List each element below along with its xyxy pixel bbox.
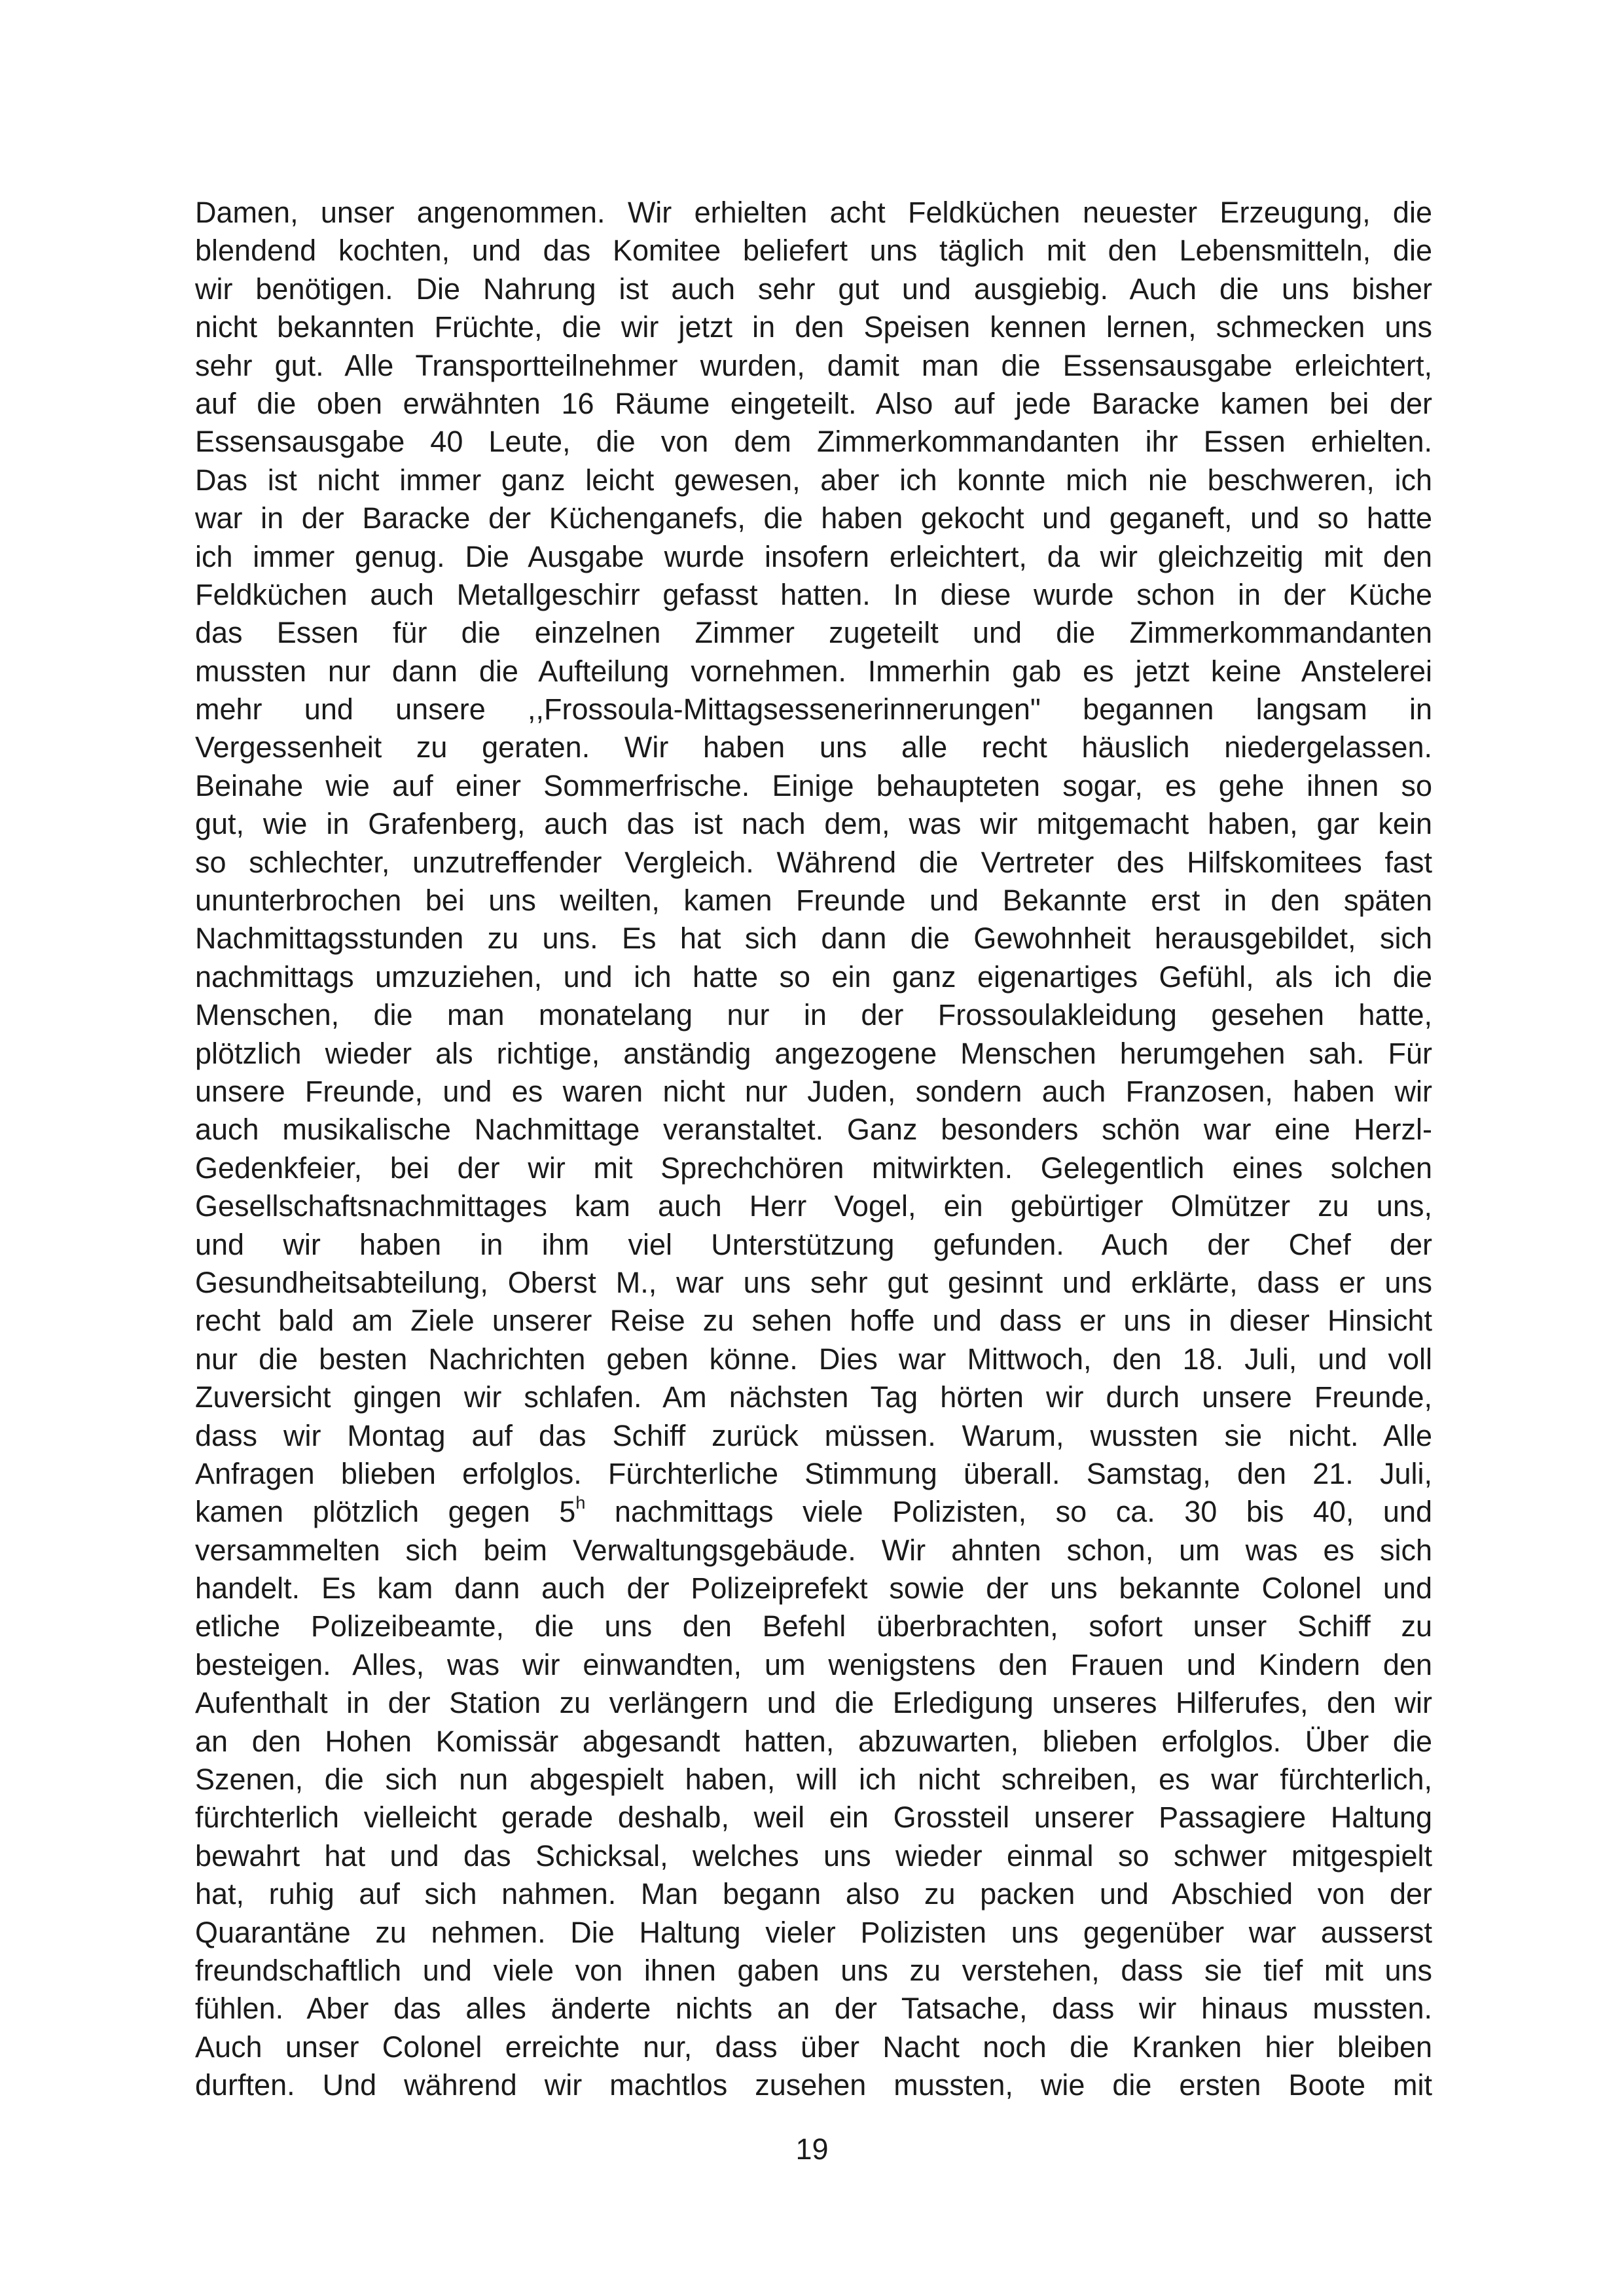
text-line: recht bald am Ziele unserer Reise zu sehen hoffe und dass er uns in dieser Hinsicht bbox=[195, 1304, 1432, 1338]
text-line: Vergessenheit zu geraten. Wir haben uns alle recht häuslich niedergelassen. bbox=[195, 730, 1432, 764]
text-line: Feldküchen auch Metallgeschirr gefasst hatten. In diese wurde schon in der Küche bbox=[195, 577, 1432, 611]
text-line: bewahrt hat und das Schicksal, welches uns wieder einmal so schwer mitgespielt bbox=[195, 1839, 1432, 1873]
text-line: an den Hohen Komissär abgesandt hatten, abzuwarten, blieben erfolglos. Über die bbox=[195, 1724, 1432, 1758]
text-line: Anfragen blieben erfolglos. Fürchterliche Stimmung überall. Samstag, den 21. Juli, bbox=[195, 1456, 1432, 1490]
text-line: Gesundheitsabteilung, Oberst M., war uns sehr gut gesinnt und erklärte, dass er uns bbox=[195, 1265, 1432, 1299]
text-line: fürchterlich vielleicht gerade deshalb, weil ein Grossteil unserer Passagiere Haltung bbox=[195, 1801, 1432, 1835]
text-line: Nachmittagsstunden zu uns. Es hat sich dann die Gewohnheit herausgebildet, sich bbox=[195, 922, 1432, 956]
text-line: hat, ruhig auf sich nahmen. Man begann also zu packen und Abschied von der bbox=[195, 1877, 1432, 1911]
text-line: Aufenthalt in der Station zu verlängern und die Erledigung unseres Hilferufes, den wir bbox=[195, 1686, 1432, 1720]
text-line: mussten nur dann die Aufteilung vornehmen. Immerhin gab es jetzt keine Anstelerei bbox=[195, 654, 1432, 688]
text-line: Zuversicht gingen wir schlafen. Am nächsten Tag hörten wir durch unsere Freunde, bbox=[195, 1380, 1432, 1414]
superscript-hour: h bbox=[575, 1493, 586, 1513]
text-line: war in der Baracke der Küchenganefs, die haben gekocht und geganeft, und so hatte bbox=[195, 501, 1432, 535]
text-line: blendend kochten, und das Komitee beliefert uns täglich mit den Lebensmitteln, die bbox=[195, 234, 1432, 268]
text-segment: nachmittags viele Polizisten, so ca. 30 bis 40, und bbox=[585, 1495, 1433, 1529]
page-number: 19 bbox=[795, 2132, 829, 2166]
text-line: Quarantäne zu nehmen. Die Haltung vieler Polizisten uns gegenüber war ausserst bbox=[195, 1915, 1432, 1949]
text-line: handelt. Es kam dann auch der Polizeiprefekt sowie der uns bekannte Colonel und bbox=[195, 1571, 1432, 1605]
text-line: plötzlich wieder als richtige, anständig angezogene Menschen herumgehen sah. Für bbox=[195, 1036, 1432, 1070]
text-line: ich immer genug. Die Ausgabe wurde insofern erleichtert, da wir gleichzeitig mit den bbox=[195, 539, 1432, 573]
text-line: mehr und unsere ,,Frossoula-Mittagsessenerinnerungen" begannen langsam in bbox=[195, 692, 1432, 726]
text-line: ununterbrochen bei uns weilten, kamen Freunde und Bekannte erst in den späten bbox=[195, 884, 1432, 918]
text-line: das Essen für die einzelnen Zimmer zugeteilt und die Zimmerkommandanten bbox=[195, 616, 1432, 650]
text-line: Das ist nicht immer ganz leicht gewesen, aber ich konnte mich nie beschweren, ich bbox=[195, 463, 1432, 497]
text-line: besteigen. Alles, was wir einwandten, um wenigstens den Frauen und Kindern den bbox=[195, 1647, 1432, 1681]
text-line: Damen, unser angenommen. Wir erhielten acht Feldküchen neuester Erzeugung, die bbox=[195, 196, 1432, 229]
text-line: etliche Polizeibeamte, die uns den Befehl überbrachten, sofort unser Schiff zu bbox=[195, 1609, 1432, 1643]
text-line: Auch unser Colonel erreichte nur, dass über Nacht noch die Kranken hier bleiben bbox=[195, 2030, 1432, 2064]
text-line: nachmittags umzuziehen, und ich hatte so ein ganz eigenartiges Gefühl, als ich die bbox=[195, 960, 1432, 994]
text-line: dass wir Montag auf das Schiff zurück müssen. Warum, wussten sie nicht. Alle bbox=[195, 1418, 1432, 1452]
text-line: versammelten sich beim Verwaltungsgebäude. Wir ahnten schon, um was es sich bbox=[195, 1533, 1432, 1567]
text-line: Gesellschaftsnachmittages kam auch Herr Vogel, ein gebürtiger Olmützer zu uns, bbox=[195, 1189, 1432, 1223]
text-line: Beinahe wie auf einer Sommerfrische. Einige behaupteten sogar, es gehe ihnen so bbox=[195, 768, 1432, 802]
text-line: Szenen, die sich nun abgespielt haben, will ich nicht schreiben, es war fürchterlich, bbox=[195, 1763, 1432, 1797]
text-line: sehr gut. Alle Transportteilnehmer wurden, damit man die Essensausgabe erleichtert, bbox=[195, 348, 1432, 382]
text-line: wir benötigen. Die Nahrung ist auch sehr gut und ausgiebig. Auch die uns bisher bbox=[195, 272, 1432, 306]
text-line: nur die besten Nachrichten geben könne. Dies war Mittwoch, den 18. Juli, und voll bbox=[195, 1342, 1432, 1376]
text-line: Gedenkfeier, bei der wir mit Sprechchören mitwirkten. Gelegentlich eines solchen bbox=[195, 1151, 1432, 1185]
text-line: gut, wie in Grafenberg, auch das ist nach dem, was wir mitgemacht haben, gar kein bbox=[195, 807, 1432, 841]
text-line: nicht bekannten Früchte, die wir jetzt in den Speisen kennen lernen, schmecken uns bbox=[195, 310, 1432, 344]
text-line: Menschen, die man monatelang nur in der Frossoulakleidung gesehen hatte, bbox=[195, 998, 1432, 1032]
text-line: unsere Freunde, und es waren nicht nur Juden, sondern auch Franzosen, haben wir bbox=[195, 1074, 1432, 1108]
text-line: auf die oben erwähnten 16 Räume eingeteilt. Also auf jede Baracke kamen bei der bbox=[195, 386, 1432, 420]
text-line: fühlen. Aber das alles änderte nichts an der Tatsache, dass wir hinaus mussten. bbox=[195, 1992, 1432, 2026]
body-text bbox=[195, 194, 1432, 2105]
text-line: freundschaftlich und viele von ihnen gaben uns zu verstehen, dass sie tief mit uns bbox=[195, 1953, 1432, 1987]
text-line: so schlechter, unzutreffender Vergleich. Während die Vertreter des Hilfskomitees fast bbox=[195, 845, 1432, 879]
text-line bbox=[195, 1493, 1432, 1531]
text-line: und wir haben in ihm viel Unterstützung gefunden. Auch der Chef der bbox=[195, 1227, 1432, 1261]
text-line: auch musikalische Nachmittage veranstaltet. Ganz besonders schön war eine Herzl- bbox=[195, 1113, 1432, 1147]
text-segment: kamen plötzlich gegen 5 bbox=[195, 1495, 576, 1529]
text-line: Essensausgabe 40 Leute, die von dem Zimmerkommandanten ihr Essen erhielten. bbox=[195, 425, 1432, 459]
text-line: durften. Und während wir machtlos zusehen mussten, wie die ersten Boote mit bbox=[195, 2068, 1432, 2102]
